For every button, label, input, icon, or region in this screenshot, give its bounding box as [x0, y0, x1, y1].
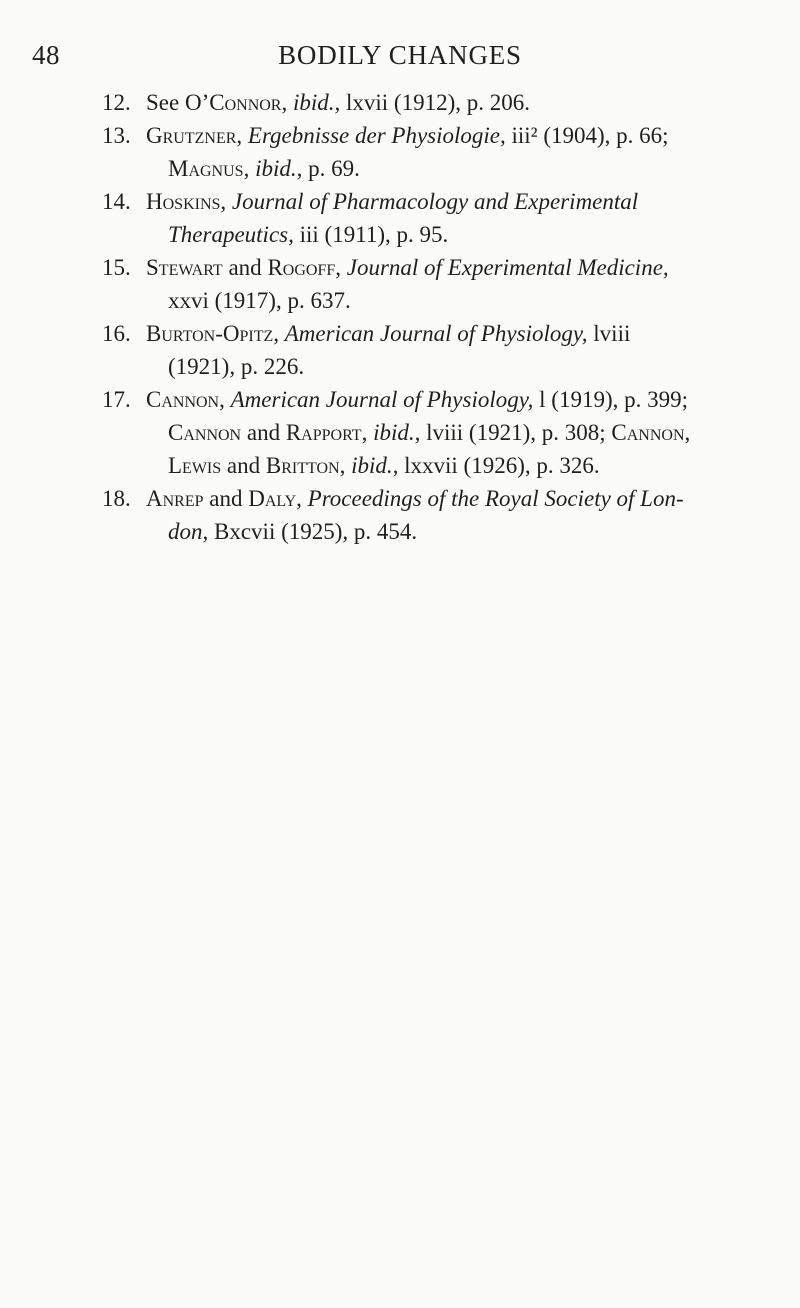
footnote-line: [146, 185, 762, 218]
author-name: Magnus: [168, 156, 244, 181]
citation-text: lxvii (1912), p. 206.: [340, 90, 531, 115]
footnote-line: [146, 218, 762, 251]
author-name: Daly: [248, 486, 297, 511]
footnote-line: [146, 350, 762, 383]
footnote-item: [0, 383, 800, 482]
publication-title: don,: [168, 519, 209, 544]
footnote-number: 13.: [102, 123, 131, 148]
author-name: Rapport: [285, 420, 362, 445]
author-name: Burton-Opitz: [146, 321, 274, 346]
publication-title: American Journal of Physiology,: [284, 321, 588, 346]
author-name: Cannon: [611, 420, 685, 445]
running-title: BODILY CHANGES: [278, 40, 522, 70]
author-name: Rogoff: [267, 255, 336, 280]
publication-title: Therapeutics,: [168, 222, 294, 247]
footnote-line: [146, 317, 762, 350]
footnote-number: 14.: [102, 189, 131, 214]
author-name: Cannon: [168, 420, 242, 445]
publication-title: Journal of Experimental Medicine,: [346, 255, 669, 280]
footnote-number: 15.: [102, 255, 131, 280]
publication-title: ibid.,: [351, 453, 399, 478]
footnote-line: [146, 251, 762, 284]
author-name: Grutzner: [146, 123, 237, 148]
author-name: Lewis: [168, 453, 222, 478]
footnote-item: [0, 251, 800, 317]
citation-text: ,: [273, 321, 285, 346]
citation-text: ,: [339, 453, 352, 478]
author-name: Britton: [265, 453, 340, 478]
citation-text: ,: [281, 90, 293, 115]
footnote-item: [0, 482, 800, 548]
citation-text: See: [146, 90, 185, 115]
footnote-number: 12.: [102, 90, 131, 115]
author-name: Stewart: [146, 255, 223, 280]
citation-text: l (1919), p. 399;: [533, 387, 689, 412]
citation-text: and: [221, 453, 266, 478]
publication-title: Proceedings of the Royal Society of Lon-: [307, 486, 684, 511]
footnote-line: [146, 383, 762, 416]
footnote-number: 17.: [102, 387, 131, 412]
citation-text: ,: [220, 189, 232, 214]
footnote-list: [0, 86, 800, 548]
footnote-line: [146, 86, 762, 119]
footnote-item: [0, 119, 800, 185]
citation-text: (1921), p. 226.: [168, 354, 305, 379]
footnote-number: 18.: [102, 486, 131, 511]
citation-text: ,: [296, 486, 308, 511]
publication-title: ibid.,: [255, 156, 303, 181]
citation-text: lviii: [587, 321, 631, 346]
publication-title: Journal of Pharmacology and Experimental: [231, 189, 639, 214]
citation-text: ,: [243, 156, 256, 181]
footnote-item: [0, 317, 800, 383]
citation-text: xxvi (1917), p. 637.: [168, 288, 351, 313]
footnote-line: [146, 449, 762, 482]
page-header: [0, 34, 800, 74]
author-name: Hoskins: [146, 189, 221, 214]
citation-text: lviii (1921), p. 308;: [420, 420, 612, 445]
footnote-line: [146, 284, 762, 317]
publication-title: ibid.,: [292, 90, 341, 115]
publication-title: ibid.,: [373, 420, 421, 445]
citation-text: and: [203, 486, 249, 511]
footnote-item: [0, 86, 800, 119]
footnote-number: 16.: [102, 321, 131, 346]
citation-text: p. 69.: [302, 156, 360, 181]
citation-text: ,: [219, 387, 231, 412]
author-name: O’Connor: [184, 90, 282, 115]
citation-text: iii² (1904), p. 66;: [505, 123, 669, 148]
page-number: 48: [32, 40, 60, 70]
footnote-line: [146, 482, 762, 515]
citation-text: ,: [335, 255, 347, 280]
footnote-line: [146, 515, 762, 548]
citation-text: ,: [236, 123, 248, 148]
footnote-line: [146, 152, 762, 185]
citation-text: ,: [361, 420, 374, 445]
citation-text: lxxvii (1926), p. 326.: [398, 453, 600, 478]
publication-title: Ergebnisse der Physiologie,: [247, 123, 506, 148]
footnote-line: [146, 416, 762, 449]
author-name: Cannon: [146, 387, 220, 412]
citation-text: and: [222, 255, 268, 280]
footnote-line: [146, 119, 762, 152]
citation-text: iii (1911), p. 95.: [293, 222, 449, 247]
citation-text: ,: [684, 420, 691, 445]
citation-text: and: [241, 420, 286, 445]
author-name: Anrep: [146, 486, 204, 511]
footnote-item: [0, 185, 800, 251]
publication-title: American Journal of Physiology,: [230, 387, 534, 412]
citation-text: Bxcvii (1925), p. 454.: [208, 519, 418, 544]
